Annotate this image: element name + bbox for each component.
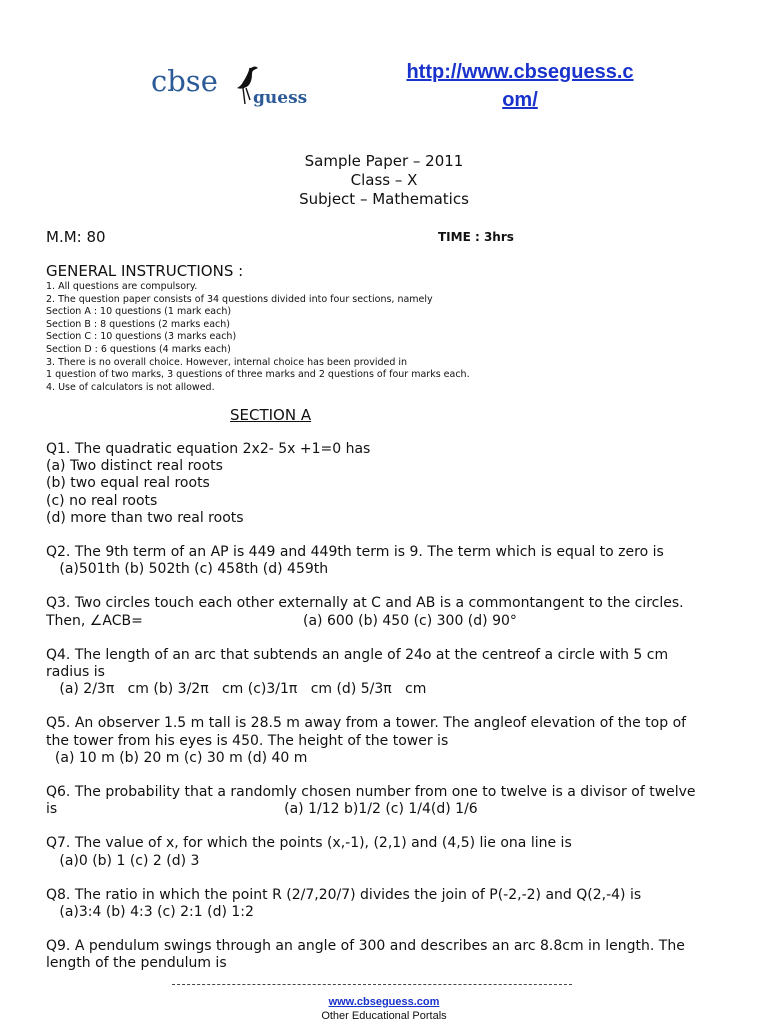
instruction-item: Section D : 6 questions (4 marks each) — [46, 343, 231, 355]
question-line: Q5. An observer 1.5 m tall is 28.5 m away from a tower. The angleof elevation of the top of — [46, 715, 687, 732]
time-allowed: TIME : 3hrs — [438, 230, 514, 244]
instruction-item: Section A : 10 questions (1 mark each) — [46, 306, 232, 318]
instruction-item: 2. The question paper consists of 34 questions divided into four sections, namely — [46, 293, 433, 305]
question-line: the tower from his eyes is 450. The height of the tower is — [46, 732, 449, 749]
option-line: is (a) 1/12 b)1/2 (c) 1/4(d) 1/6 — [46, 801, 478, 818]
paper-header — [0, 152, 768, 209]
question-line: Q2. The 9th term of an AP is 449 and 449th term is 9. The term which is equal to zero is — [46, 544, 664, 561]
option-line: (a) Two distinct real roots — [46, 458, 223, 475]
question-line: length of the pendulum is — [46, 955, 227, 972]
question-8 — [46, 887, 736, 921]
option-line: (d) more than two real roots — [46, 509, 244, 526]
footer-link[interactable]: www.cbseguess.com — [328, 996, 440, 1008]
instructions-list — [46, 281, 470, 394]
logo-subtext: guess — [253, 88, 308, 108]
logo-text: cbse — [151, 64, 218, 98]
question-9 — [46, 938, 736, 972]
question-3 — [46, 595, 736, 629]
option-line: Then, ∠ACB= (a) 600 (b) 450 (c) 300 (d) 90° — [46, 612, 517, 629]
cbseguess-logo — [151, 64, 321, 114]
question-7 — [46, 835, 736, 869]
instruction-item: Section C : 10 questions (3 marks each) — [46, 331, 237, 343]
question-line: Q3. Two circles touch each other externally at C and AB is a commontangent to the circles. — [46, 595, 684, 612]
question-4 — [46, 647, 736, 699]
question-list — [46, 441, 736, 990]
website-link[interactable] — [375, 58, 665, 114]
section-heading: SECTION A — [230, 406, 312, 424]
max-marks: M.M: 80 — [46, 228, 106, 246]
option-line: (a)3:4 (b) 4:3 (c) 2:1 (d) 1:2 — [46, 904, 254, 921]
option-line: (a) 2/3π cm (b) 3/2π cm (c)3/1π cm (d) 5/3π cm — [46, 681, 427, 698]
question-line: radius is — [46, 664, 105, 681]
question-line: Q4. The length of an arc that subtends an angle of 24o at the centreof a circle with 5 cm — [46, 646, 669, 663]
question-5 — [46, 715, 736, 767]
instruction-item: 1 question of two marks, 3 questions of three marks and 2 questions of four marks each. — [46, 369, 470, 381]
footer-divider — [172, 984, 572, 985]
question-6 — [46, 784, 736, 818]
footer-caption: Other Educational Portals — [321, 1010, 447, 1022]
website-link-line[interactable]: http://www.cbseguess.c — [406, 61, 634, 83]
option-line: (a) 10 m (b) 20 m (c) 30 m (d) 40 m — [46, 749, 308, 766]
question-2 — [46, 544, 736, 578]
question-line: Q6. The probability that a randomly chosen number from one to twelve is a divisor of twelve — [46, 784, 696, 801]
instruction-item: Section B : 8 questions (2 marks each) — [46, 318, 230, 330]
option-line: (b) two equal real roots — [46, 475, 210, 492]
instruction-item: 3. There is no overall choice. However, internal choice has been provided in — [46, 356, 408, 368]
question-line: Q7. The value of x, for which the points (x,-1), (2,1) and (4,5) lie ona line is — [46, 835, 572, 852]
option-line: (a)501th (b) 502th (c) 458th (d) 459th — [46, 561, 329, 578]
subject-label: Subject – Mathematics — [299, 190, 469, 208]
paper-title: Sample Paper – 2011 — [304, 152, 464, 170]
option-line: (a)0 (b) 1 (c) 2 (d) 3 — [46, 852, 200, 869]
question-line: Q8. The ratio in which the point R (2/7,20/7) divides the join of P(-2,-2) and Q(2,-4) is — [46, 886, 642, 903]
website-link-line[interactable]: om/ — [502, 89, 538, 111]
option-line: (c) no real roots — [46, 492, 158, 509]
instruction-item: 1. All questions are compulsory. — [46, 281, 198, 292]
question-1 — [46, 441, 736, 527]
instruction-item: 4. Use of calculators is not allowed. — [46, 381, 215, 393]
question-line: Q1. The quadratic equation 2x2- 5x +1=0 has — [46, 441, 371, 457]
question-line: Q9. A pendulum swings through an angle of 300 and describes an arc 8.8cm in length. The — [46, 938, 685, 955]
instructions-title: GENERAL INSTRUCTIONS : — [46, 262, 244, 280]
class-label: Class – X — [350, 171, 418, 189]
